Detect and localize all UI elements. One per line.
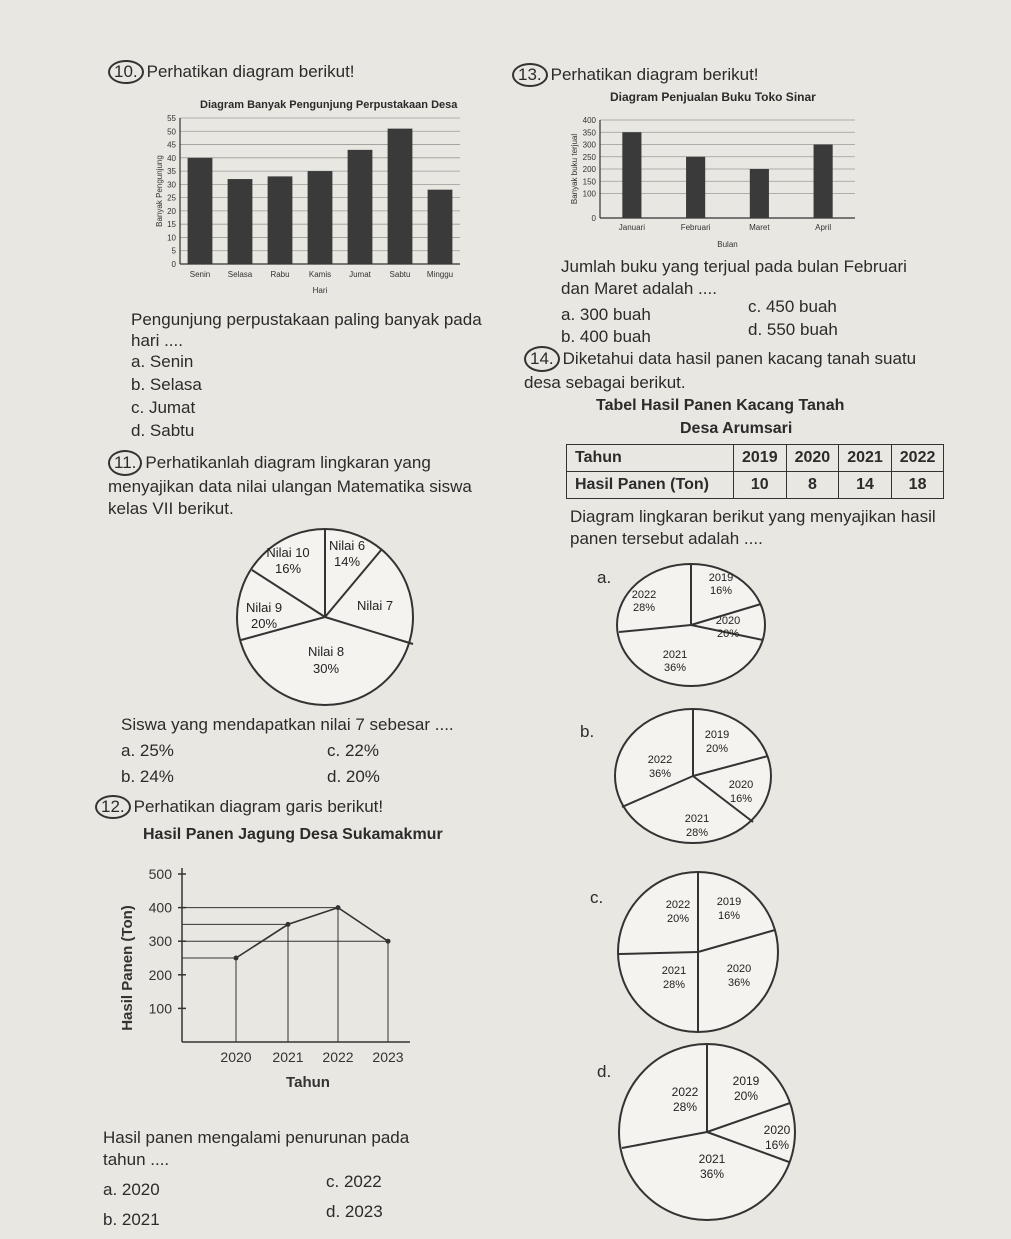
q12-question-line2: tahun .... [103,1150,170,1169]
table-cell: 14 [839,472,892,499]
q14-option-d-letter[interactable]: d. [597,1062,612,1081]
y-tick-label: 250 [582,152,596,162]
q14-table-subtitle: Desa Arumsari [680,420,793,437]
pie-label: 2021 [698,1152,726,1166]
x-tick-label: 2021 [272,1049,304,1065]
y-axis-label: Banyak Pengunjung [155,155,164,227]
q12-option-b[interactable]: b. 2021 [103,1210,160,1229]
pie-label: 2020 [763,1123,791,1137]
q10-prompt: Perhatikan diagram berikut! [146,62,355,81]
q14-option-d-pie[interactable] [614,1040,800,1224]
y-tick-label: 150 [582,177,596,187]
q14-option-a-pie[interactable] [611,560,771,690]
y-tick-label: 25 [167,193,176,203]
q11-pct-nilai10: 16% [274,561,302,576]
pie-pct: 16% [729,793,753,805]
q11-option-d[interactable]: d. 20% [327,767,380,786]
bar [228,179,253,264]
bar [750,169,769,218]
q14-harvest-table [566,444,944,499]
q11-header [108,450,508,520]
x-tick-label: April [815,223,832,232]
y-tick-label: 50 [167,127,176,137]
q12-line-chart [110,862,430,1102]
table-cell: Tahun [567,445,734,472]
y-tick-label: 10 [167,233,176,243]
table-cell: 2021 [839,445,892,472]
q11-pct-nilai9: 20% [250,616,278,631]
q11-prompt: Perhatikanlah diagram lingkaran yang menyajikan data nilai ulangan Matematika siswa kelas VII berikut. [108,453,472,518]
y-tick-label: 500 [148,866,172,882]
pie-label: 2020 [726,963,752,975]
q11-pie-chart [232,524,418,710]
pie-pct: 36% [699,1167,725,1181]
bar [388,129,413,264]
q12-number: 12. [95,795,131,819]
table-row [567,472,944,499]
pie-pct: 28% [685,827,709,839]
pie-pct: 36% [648,768,672,780]
q11-label-nilai9: Nilai 9 [245,600,283,615]
y-tick-label: 100 [582,189,596,199]
q12-question-line1: Hasil panen mengalami penurunan pada [103,1128,410,1147]
x-tick-label: 2020 [220,1049,252,1065]
q11-number: 11. [108,450,142,476]
data-point [234,956,239,961]
y-tick-label: 45 [167,140,176,150]
table-cell: 8 [786,472,839,499]
q10-options [131,350,202,442]
q13-option-d[interactable]: d. 550 buah [748,320,838,339]
x-axis-label: Hari [312,286,328,295]
q11-pct-nilai8: 30% [312,661,340,676]
x-tick-label: Minggu [426,270,454,279]
q14-option-a-letter[interactable]: a. [597,568,612,587]
bar [348,150,373,264]
pie-label: 2022 [671,1085,699,1099]
pie-label: 2019 [708,572,734,584]
table-cell: 10 [734,472,787,499]
pie-pct: 28% [662,979,686,991]
q12-header [95,795,383,819]
pie-label: 2019 [732,1074,760,1088]
q10-bar-chart [150,110,470,300]
pie-label: 2020 [715,615,741,627]
x-axis-label: Tahun [286,1074,330,1091]
pie-pct: 28% [672,1100,698,1114]
bar [622,132,641,218]
q11-label-nilai7: Nilai 7 [356,598,394,613]
x-tick-label: Jumat [349,270,371,279]
bar [428,190,453,264]
x-tick-label: Kamis [308,270,332,279]
y-tick-label: 35 [167,167,176,177]
pie-label: 2022 [631,589,657,601]
q12-option-d[interactable]: d. 2023 [326,1202,383,1221]
pie-label: 2021 [661,965,687,977]
q11-label-nilai8: Nilai 8 [307,644,345,659]
q11-label-nilai6: Nilai 6 [328,538,366,553]
q13-option-b[interactable]: b. 400 buah [561,327,651,346]
y-tick-label: 5 [171,246,176,256]
q12-option-c[interactable]: c. 2022 [326,1172,382,1191]
pie-label: 2022 [665,899,691,911]
pie-label: 2019 [716,896,742,908]
q12-chart-title: Hasil Panen Jagung Desa Sukamakmur [143,826,443,843]
q10-number: 10. [108,60,144,84]
q10-question: Pengunjung perpustakaan paling banyak pada hari .... [131,310,482,350]
x-tick-label: Januari [618,223,645,232]
y-tick-label: 200 [582,165,596,174]
q13-option-a[interactable]: a. 300 buah [561,305,651,324]
bar [308,171,333,264]
q10-header [108,60,355,84]
x-tick-label: 2022 [322,1049,354,1065]
q10-option-b[interactable]: b. Selasa [131,375,202,394]
q13-prompt: Perhatikan diagram berikut! [550,65,759,84]
q14-option-b-letter[interactable]: b. [580,722,595,741]
q11-question: Siswa yang mendapatkan nilai 7 sebesar .... [121,715,454,734]
pie-pct: 16% [717,910,741,922]
y-tick-label: 0 [591,214,596,223]
q13-number: 13. [512,63,548,87]
y-tick-label: 200 [148,966,172,983]
q11-pct-nilai6: 14% [333,554,361,569]
y-tick-label: 55 [167,114,176,123]
bar [814,145,833,219]
q12-option-a[interactable]: a. 2020 [103,1180,160,1199]
pie-pct: 36% [663,662,687,674]
x-axis-label: Bulan [717,240,738,249]
data-line [236,908,388,958]
y-tick-label: 20 [167,206,176,216]
q13-header [512,63,759,87]
y-tick-label: 100 [148,1000,172,1017]
q11-option-b[interactable]: b. 24% [121,767,174,786]
y-tick-label: 300 [582,140,596,150]
y-tick-label: 30 [167,180,176,190]
table-cell: 2019 [734,445,787,472]
pie-label: 2020 [728,779,754,791]
y-tick-label: 40 [167,153,176,163]
q14-question: Diagram lingkaran berikut yang menyajikan hasil panen tersebut adalah .... [570,507,936,548]
q10-option-d[interactable]: d. Sabtu [131,421,195,440]
q13-option-c[interactable]: c. 450 buah [748,297,837,316]
y-tick-label: 0 [171,260,176,269]
pie-label: 2021 [662,649,688,661]
y-tick-label: 400 [148,899,172,916]
q10-chart-title: Diagram Banyak Pengunjung Perpustakaan Desa [200,99,458,111]
x-tick-label: Sabtu [389,270,411,279]
bar [188,158,213,264]
pie-label: 2019 [704,729,730,741]
y-tick-label: 350 [582,128,596,138]
y-tick-label: 300 [148,933,172,950]
bar [268,176,293,264]
bar [686,157,705,218]
q10-option-a[interactable]: a. Senin [131,352,194,371]
table-row [567,445,944,472]
y-axis-label: Banyak buku terjual [570,133,579,205]
q12-prompt: Perhatikan diagram garis berikut! [133,797,384,816]
pie-pct: 16% [764,1138,790,1152]
q14-header [524,346,934,394]
table-cell: Hasil Panen (Ton) [567,472,734,499]
pie-pct: 20% [733,1089,759,1103]
table-cell: 2022 [891,445,944,472]
pie-pct: 16% [709,585,733,597]
q14-prompt: Diketahui data hasil panen kacang tanah suatu desa sebagai berikut. [524,349,917,392]
data-point [286,922,291,927]
table-cell: 2020 [786,445,839,472]
pie-pct: 28% [632,602,656,614]
y-tick-label: 400 [582,116,596,125]
pie-label: 2021 [684,813,710,825]
q14-number: 14. [524,346,560,372]
x-tick-label: Maret [749,223,770,232]
x-tick-label: Februari [680,223,711,232]
q13-question: Jumlah buku yang terjual pada bulan Februari dan Maret adalah .... [561,257,907,298]
q14-option-c-pie[interactable] [612,868,784,1036]
pie-pct: 36% [727,977,751,989]
y-axis-label: Hasil Panen (Ton) [119,905,136,1031]
x-tick-label: Rabu [270,270,290,279]
q14-option-b-pie[interactable] [610,704,776,848]
pie-label: 2022 [647,754,673,766]
pie-pct: 20% [705,743,729,755]
x-tick-label: Selasa [227,270,253,279]
q11-label-nilai10: Nilai 10 [266,545,310,560]
table-cell: 18 [891,472,944,499]
q13-bar-chart [565,110,865,255]
x-tick-label: Senin [189,270,211,279]
q11-option-a[interactable]: a. 25% [121,741,174,760]
pie-pct: 20% [666,913,690,925]
q13-chart-title: Diagram Penjualan Buku Toko Sinar [610,90,816,104]
data-point [336,905,341,910]
data-point [386,939,391,944]
q11-option-c[interactable]: c. 22% [327,741,379,760]
x-tick-label: 2023 [372,1049,404,1065]
q10-option-c[interactable]: c. Jumat [131,398,196,417]
q14-option-c-letter[interactable]: c. [590,888,604,907]
q14-table-title: Tabel Hasil Panen Kacang Tanah [596,397,845,414]
y-tick-label: 15 [167,220,176,230]
pie-pct: 20% [716,628,740,640]
